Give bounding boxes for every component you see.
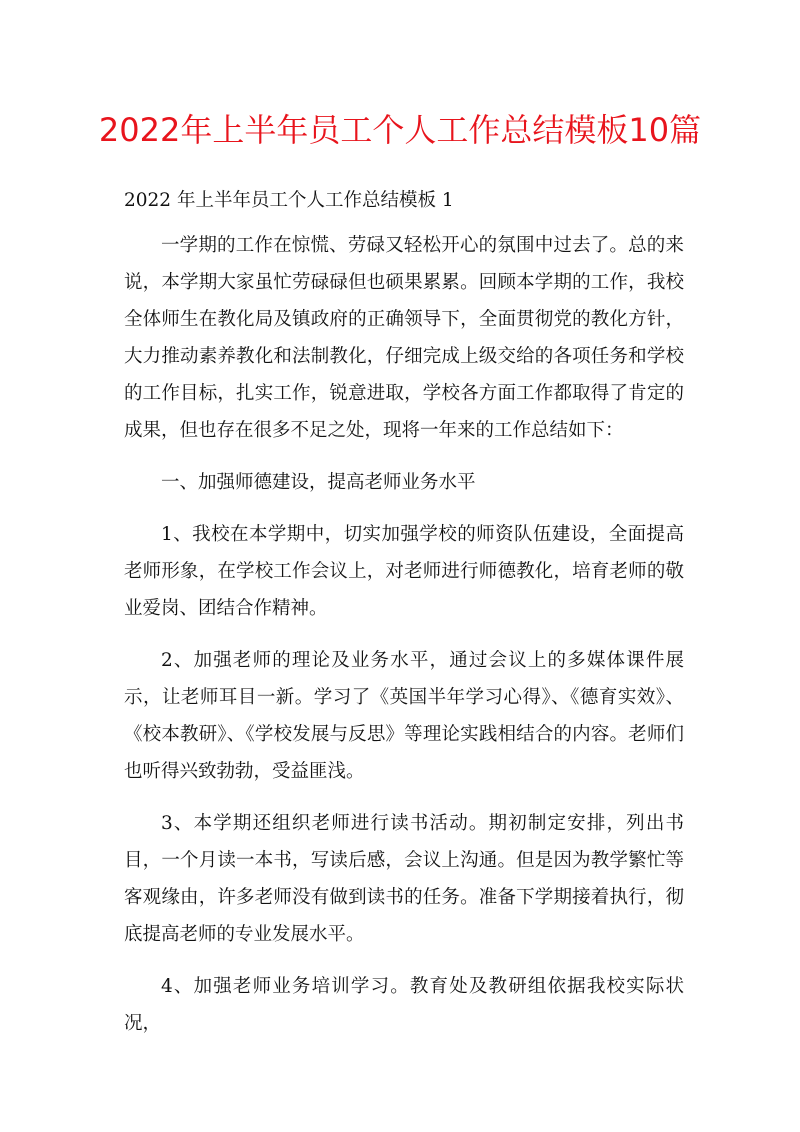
paragraph-item-4: 4、加强老师业务培训学习。教育处及教研组依据我校实际状况，	[124, 976, 684, 1034]
paragraph-item-2: 2、加强老师的理论及业务水平，通过会议上的多媒体课件展示，让老师耳目一新。学习了《英国半年学习心得》、《德育实效》、《校本教研》、《学校发展与反思》等理论实践相结合的内容。老师们也听得兴致勃勃，受益匪浅。	[124, 650, 684, 782]
document-title: 2022年上半年员工个人工作总结模板10篇	[98, 111, 702, 149]
section-heading: 一、加强师德建设，提高老师业务水平	[161, 472, 476, 493]
document-body	[124, 227, 684, 1057]
section-subtitle: 2022 年上半年员工个人工作总结模板 1	[124, 190, 454, 211]
paragraph-intro: 一学期的工作在惊慌、劳碌又轻松开心的氛围中过去了。总的来说，本学期大家虽忙劳碌碌但也硕果累累。回顾本学期的工作，我校全体师生在教化局及镇政府的正确领导下，全面贯彻党的教化方针，大力推动素养教化和法制教化，仔细完成上级交给的各项任务和学校的工作目标，扎实工作，锐意进取，学校各方面工作都取得了肯定的成果，但也存在很多不足之处，现将一年来的工作总结如下：	[124, 235, 684, 441]
paragraph-item-1: 1、我校在本学期中，切实加强学校的师资队伍建设，全面提高老师形象，在学校工作会议上，对老师进行师德教化，培育老师的敬业爱岗、团结合作精神。	[124, 524, 684, 619]
paragraph-item-3: 3、本学期还组织老师进行读书活动。期初制定安排，列出书目，一个月读一本书，写读后感，会议上沟通。但是因为教学繁忙等客观缘由，许多老师没有做到读书的任务。准备下学期接着执行，彻底提高老师的专业发展水平。	[124, 813, 684, 945]
